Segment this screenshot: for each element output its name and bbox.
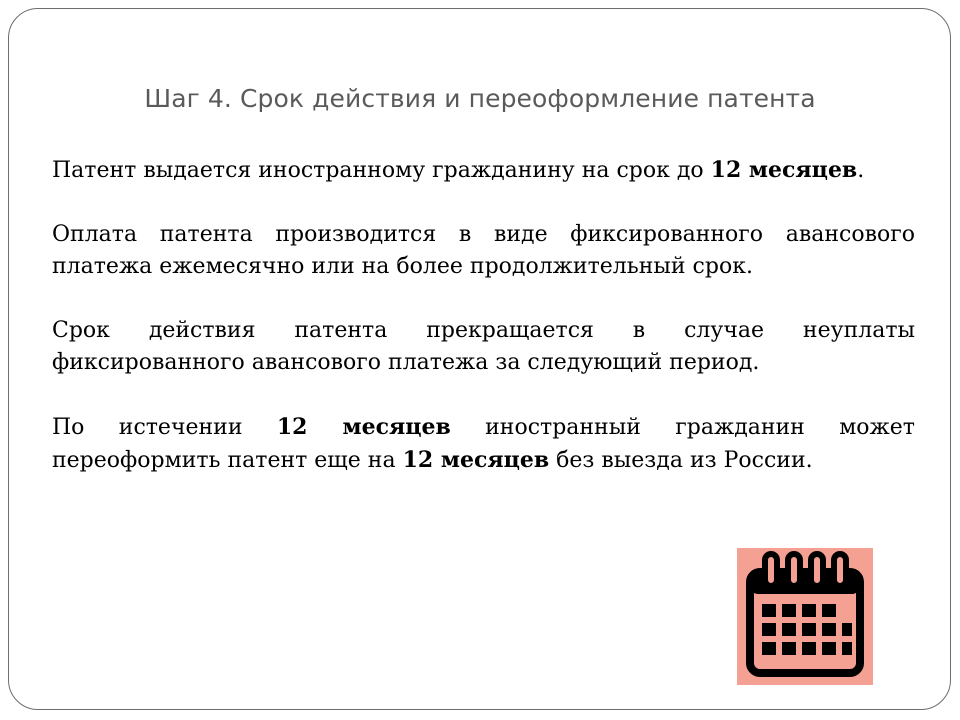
paragraph-text: Патент выдается иностранному гражданину на срок до xyxy=(52,158,711,183)
emphasis-12-months: 12 месяцев xyxy=(710,157,858,183)
paragraph-payment: Оплата патента производится в виде фиксированного авансового платежа ежемесячно или на более продолжительный срок. xyxy=(52,222,915,279)
calendar-icon xyxy=(737,548,873,685)
slide-body xyxy=(52,154,915,509)
paragraph-renewal xyxy=(52,411,915,477)
paragraph-patent-term xyxy=(52,154,915,187)
paragraph-termination: Срок действия патента прекращается в случае неуплаты фиксированного авансового платежа за следующий период. xyxy=(52,318,915,375)
emphasis-12-months: 12 месяцев xyxy=(402,447,550,473)
paragraph-text: без выезда из России. xyxy=(549,448,813,473)
paragraph-text: По истечении xyxy=(52,415,277,440)
paragraph-text: иностранный гражданин может переоформить патент еще на xyxy=(52,415,915,473)
slide-title: Шаг 4. Срок действия и переоформление патента xyxy=(144,84,816,113)
emphasis-12-months: 12 месяцев xyxy=(276,414,451,440)
paragraph-text: . xyxy=(857,158,865,183)
